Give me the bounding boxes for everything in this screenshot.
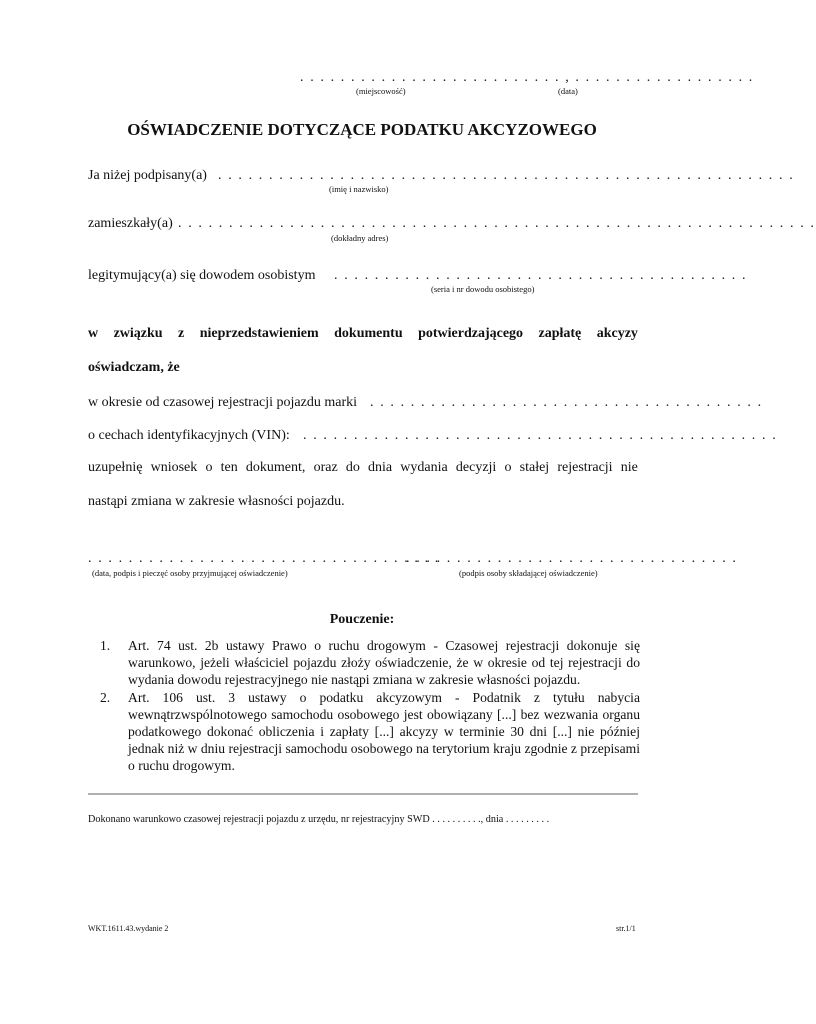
declaration-text-1: uzupełnię wniosek o ten dokument, oraz do dnia wydania decyzji o stałej rejestracji nie <box>88 460 638 475</box>
notice-title: Pouczenie: <box>329 612 395 627</box>
declaration-line-1: w związku z nieprzedstawieniem dokumentu potwierdzającego zapłatę akcyzy <box>88 326 638 341</box>
footer-form-code: WKT.1611.43.wydanie 2 <box>88 924 169 933</box>
footer-page-number: str.1/1 <box>616 924 636 933</box>
name-hint: (imię i nazwisko) <box>329 184 389 194</box>
vin-label: o cechach identyfikacyjnych (VIN): <box>88 428 290 443</box>
address-label: zamieszkały(a) <box>88 216 173 231</box>
document-title: OŚWIADCZENIE DOTYCZĄCE PODATKU AKCYZOWEGO <box>127 120 597 139</box>
name-field[interactable]: . . . . . . . . . . . . . . . . . . . . . . . . . . . . . . . . . . . . . . . . . . . . . . . . . . . . . . . . . <box>218 168 795 183</box>
place-date-dots[interactable]: . . . . . . . . . . . . . . . . . . . . . . . . . . , . . . . . . . . . . . . . . . . . . <box>300 70 754 85</box>
place-label: (miejscowość) <box>356 86 406 96</box>
receiver-signature-field[interactable]: . . . . . . . . . . . . . . . . . . . . . . . . . . . . . . . . . . . <box>88 551 440 566</box>
notice-item: 1. Art. 74 ust. 2b ustawy Prawo o ruchu drogowym - Czasowej rejestracji dokonuje się warunkowo, jeżeli właściciel pojazdu złoży oświadczenie, że w okresie od tej rejestracji do wydania dowodu rejestracyjnego nie nastąpi zmiana w zakresie własności pojazdu. <box>100 638 640 688</box>
declaration-line-2: oświadczam, że <box>88 360 180 375</box>
date-label: (data) <box>558 86 578 96</box>
vehicle-label: w okresie od czasowej rejestracji pojazdu marki <box>88 395 358 410</box>
declarant-signature-field[interactable]: . . . . . . . . . . . . . . . . . . . . . . . . . . . . . . . . . <box>406 551 738 566</box>
notice-list <box>88 637 640 775</box>
receiver-signature-label: (data, podpis i pieczęć osoby przyjmującej oświadczenie) <box>92 568 288 578</box>
id-hint: (seria i nr dowodu osobistego) <box>431 284 535 294</box>
divider <box>88 793 638 795</box>
vin-field[interactable]: . . . . . . . . . . . . . . . . . . . . . . . . . . . . . . . . . . . . . . . . . . . . . . . <box>303 428 778 443</box>
address-field[interactable]: . . . . . . . . . . . . . . . . . . . . . . . . . . . . . . . . . . . . . . . . . . . . . . . . . . . . . . . . . . . . . . . <box>178 216 816 231</box>
notice-item: 2. Art. 106 ust. 3 ustawy o podatku akcyzowym - Podatnik z tytułu nabycia wewnątrzwspólnotowego samochodu osobowego jest obowiązany [...] bez wezwania organu podatkowego dokonać obliczenia i zapłaty [...] akcyzy w terminie 30 dni [...] nie później jednak niż w dniu rejestracji samochodu osobowego na terytorium kraju zgodnie z przepisami o ruchu drogowym. <box>100 689 640 774</box>
office-note: Dokonano warunkowo czasowej rejestracji pojazdu z urzędu, nr rejestracyjny SWD . . . . . . . . . ., dnia . . . . . . . . . <box>88 814 550 825</box>
declaration-text-2: nastąpi zmiana w zakresie własności pojazdu. <box>88 494 345 509</box>
address-hint: (dokładny adres) <box>331 233 389 243</box>
declarant-signature-label: (podpis osoby składającej oświadczenie) <box>459 568 598 578</box>
vehicle-field[interactable]: . . . . . . . . . . . . . . . . . . . . . . . . . . . . . . . . . . . . . . . <box>370 395 763 410</box>
id-label: legitymujący(a) się dowodem osobistym <box>88 268 316 283</box>
id-field[interactable]: . . . . . . . . . . . . . . . . . . . . . . . . . . . . . . . . . . . . . . . . . <box>334 268 748 283</box>
name-label: Ja niżej podpisany(a) <box>88 168 207 183</box>
